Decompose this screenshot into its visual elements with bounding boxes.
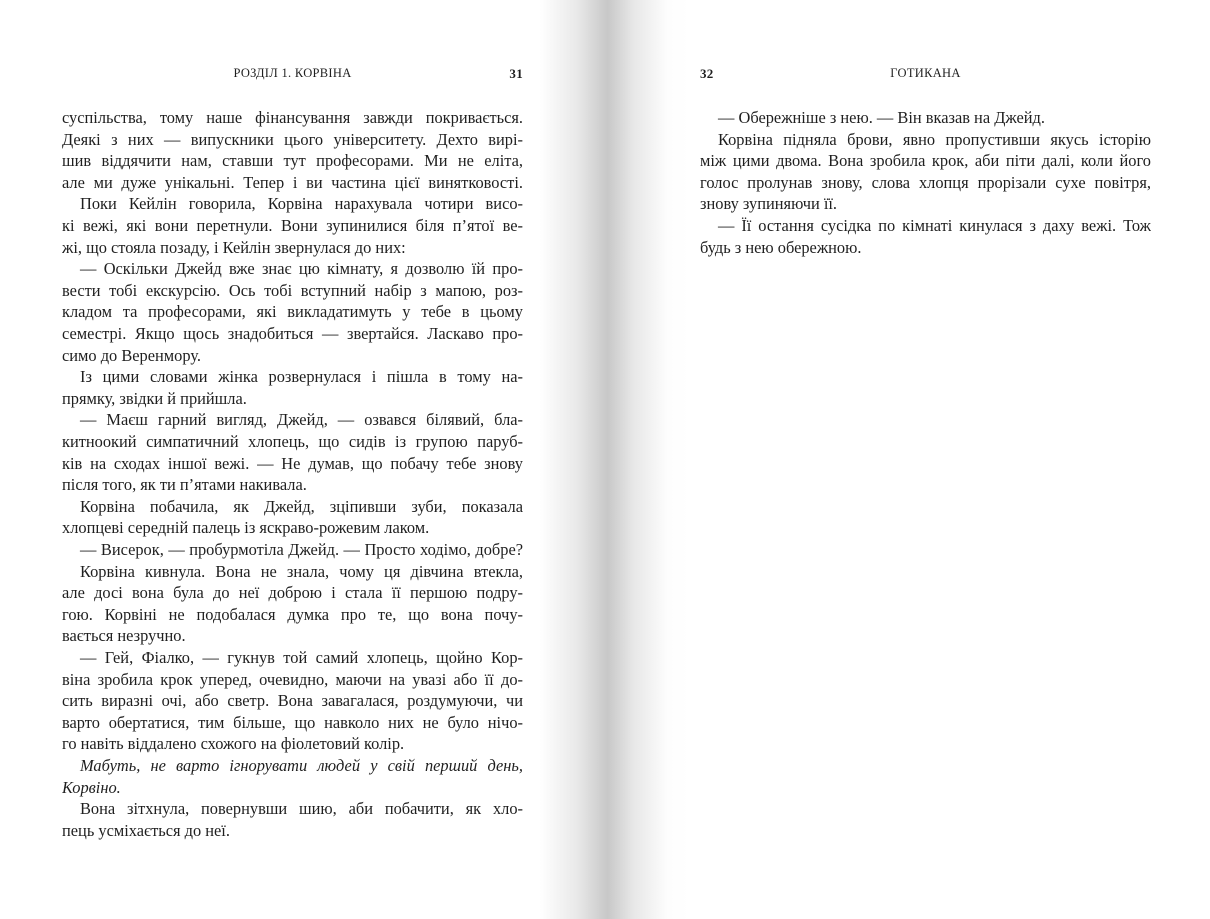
text-line: семестрі. Якщо щось знадобиться — звертайся. Ласкаво про- bbox=[62, 324, 523, 343]
text-line: — Обережніше з нею. — Він вказав на Джейд. bbox=[718, 108, 1045, 127]
text-line: — Її остання сусідка по кімнаті кинулася з даху вежі. Тож bbox=[718, 216, 1151, 235]
text-line: шив віддячити нам, ставши тут професорами. Ми не еліта, bbox=[62, 151, 523, 171]
text-line: Корвіна кивнула. Вона не знала, чому ця дівчина втекла, bbox=[80, 561, 523, 581]
text-line: але ми дуже унікальні. Тепер і ви частина цієї винятковості. bbox=[62, 172, 523, 192]
book-title: ГОТИКАНА bbox=[890, 66, 961, 80]
text-line: ків на сходах іншої вежі. — Не думав, що побачу тебе знову bbox=[62, 453, 523, 473]
text-line: симо до Веренмору. bbox=[62, 345, 201, 365]
text-line: між цими двома. Вона зробила крок, аби піти далі, коли його bbox=[700, 151, 1151, 171]
text-line: Мабуть, не варто ігнорувати людей у свій перший день, bbox=[80, 756, 523, 775]
text-line: прямку, звідки й прийшла. bbox=[62, 388, 247, 408]
page-number: 31 bbox=[509, 66, 523, 81]
text-line: Із цими словами жінка розвернулася і пішла в тому на- bbox=[80, 367, 523, 387]
text-line: го навіть віддалено схожого на фіолетовий колір. bbox=[62, 734, 405, 754]
text-line: суспільства, тому наше фінансування завжди покривається. bbox=[62, 108, 523, 127]
text-line: Корвіно. bbox=[62, 777, 121, 797]
text-line: після того, як ти п’ятами накивала. bbox=[62, 475, 307, 495]
text-line: але досі вона була до неї доброю і стала її першою подру- bbox=[62, 583, 523, 603]
text-line: — Маєш гарний вигляд, Джейд, — озвався білявий, бла- bbox=[80, 410, 523, 430]
chapter-title: РОЗДІЛ 1. КОРВІНА bbox=[233, 66, 352, 80]
left-page bbox=[62, 0, 523, 919]
text-line: — Висерок, — пробурмотіла Джейд. — Просто ходімо, добре? bbox=[80, 540, 523, 559]
page-number: 32 bbox=[700, 66, 714, 81]
text-line: знову зупиняючи її. bbox=[700, 194, 838, 214]
text-line: гою. Корвіні не подобалася думка про те, що вона почу- bbox=[62, 604, 523, 624]
text-line: вести тобі екскурсію. Ось тобі вступний набір з мапою, роз- bbox=[62, 280, 523, 300]
text-line: пець усміхається до неї. bbox=[62, 820, 230, 840]
text-line: віна зробила крок уперед, очевидно, маючи на увазі або її до- bbox=[62, 669, 523, 689]
text-line: — Гей, Фіалко, — гукнув той самий хлопець, щойно Кор- bbox=[80, 648, 523, 667]
text-line: китноокий симпатичний хлопець, що сидів із групою паруб- bbox=[62, 432, 523, 451]
text-line: кладом та професорами, які викладатимуть у тебе в цьому bbox=[62, 302, 523, 322]
text-line: жі, що стояла позаду, і Кейлін звернулася до них: bbox=[62, 237, 406, 257]
text-line: Поки Кейлін говорила, Корвіна нарахувала чотири висо- bbox=[80, 194, 523, 214]
text-line: вається незручно. bbox=[62, 626, 186, 646]
text-line: хлопцеві середній палець із яскраво-рожевим лаком. bbox=[62, 518, 430, 538]
text-line: Деякі з них — випускники цього університету. Дехто вирі- bbox=[62, 129, 523, 149]
text-line: голос пролунав знову, слова хлопця прорізали сухе повітря, bbox=[700, 172, 1151, 192]
book-gutter-shadow bbox=[540, 0, 690, 919]
text-line: будь з нею обережною. bbox=[700, 237, 862, 257]
text-line: варто обертатися, тим більше, що навколо них не було нічо- bbox=[62, 712, 523, 732]
text-line: — Оскільки Джейд вже знає цю кімнату, я дозволю їй про- bbox=[80, 259, 523, 279]
text-line: Корвіна підняла брови, явно пропустивши якусь історію bbox=[718, 129, 1151, 149]
text-line: Корвіна побачила, як Джейд, зціпивши зуби, показала bbox=[80, 496, 523, 516]
text-line: кі вежі, які вони перетнули. Вони зупинилися біля п’ятої ве- bbox=[62, 216, 523, 235]
running-head bbox=[62, 66, 523, 84]
text-line: сить виразні очі, або светр. Вона завагалася, роздумуючи, чи bbox=[62, 691, 523, 711]
right-page bbox=[700, 0, 1151, 919]
running-head bbox=[700, 66, 1151, 84]
text-line: Вона зітхнула, повернувши шию, аби побачити, як хло- bbox=[80, 799, 523, 819]
